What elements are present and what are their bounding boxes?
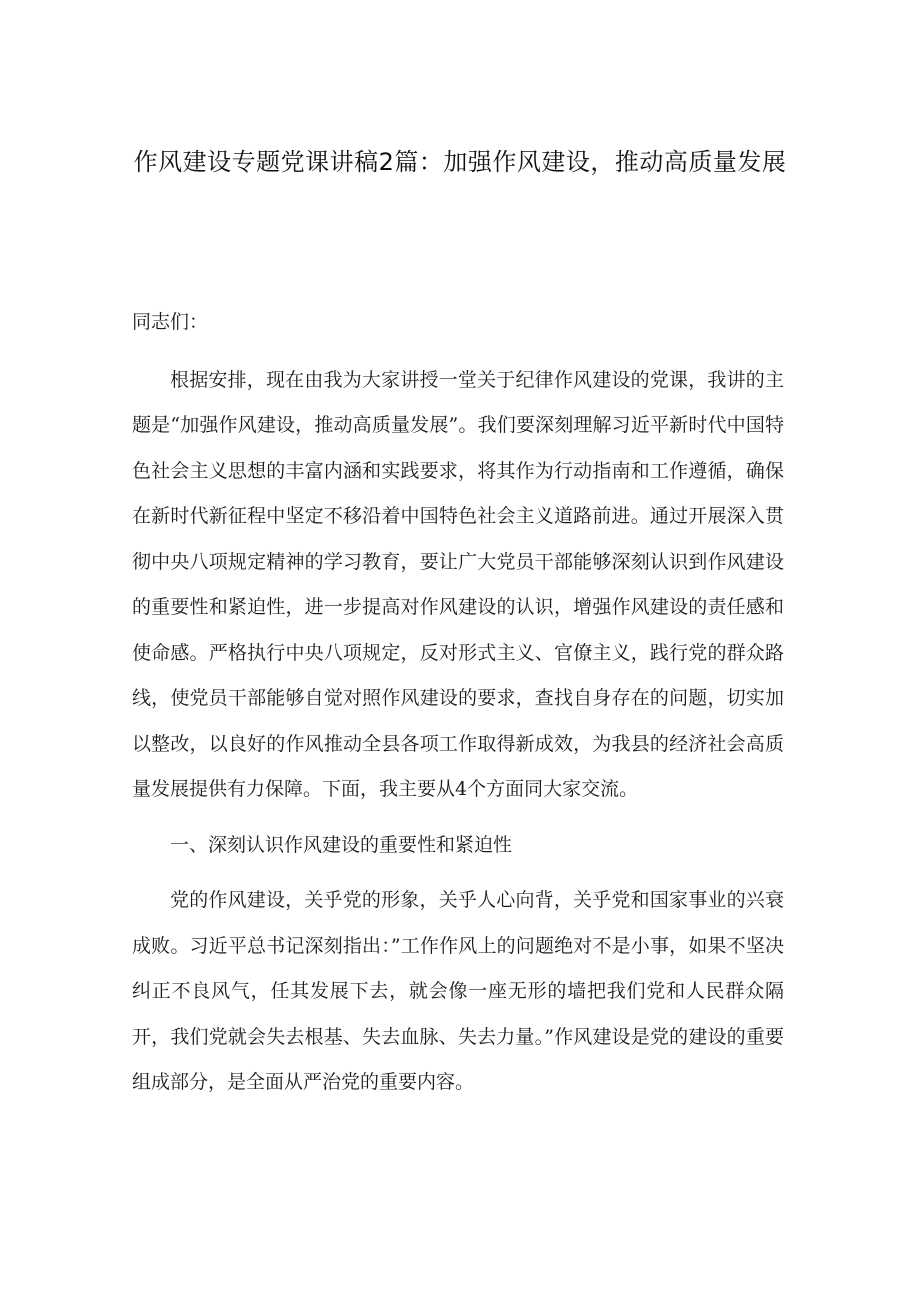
body-paragraph-section-1: 党的作风建设，关乎党的形象，关乎人心向背，关乎党和国家事业的兴衰成败。习近平总书记深刻指出：”工作作风上的问题绝对不是小事，如果不坚决纠正不良风气，任其发展下去，就会像一座无形的墙把我们党和人民群众隔开，我们党就会失去根基、失去血脉、失去力量。”作风建设是党的建设的重要组成部分，是全面从严治党的重要内容。 <box>132 889 784 1093</box>
document-title: 作风建设专题党课讲稿2篇：加强作风建设，推动高质量发展 <box>133 148 787 176</box>
body-paragraph-intro: 根据安排，现在由我为大家讲授一堂关于纪律作风建设的党课，我讲的主题是“加强作风建设，推动高质量发展”。我们要深刻理解习近平新时代中国特色社会主义思想的丰富内涵和实践要求，将其作为行动指南和工作遵循，确保在新时代新征程中坚定不移沿着中国特色社会主义道路前进。通过开展深入贯彻中央八项规定精神的学习教育，要让广大党员干部能够深刻认识到作风建设的重要性和紧迫性，进一步提高对作风建设的认识，增强作风建设的责任感和使命感。严格执行中央八项规定，反对形式主义、官僚主义，践行党的群众路线，使党员干部能够自觉对照作风建设的要求，查找自身存在的问题，切实加以整改，以良好的作风推动全县各项工作取得新成效，为我县的经济社会高质量发展提供有力保障。下面，我主要从4个方面同大家交流。 <box>132 368 784 800</box>
salutation: 同志们： <box>132 311 209 333</box>
document-body <box>132 300 784 1116</box>
section-heading-1: 一、深刻认识作风建设的重要性和紧迫性 <box>170 833 513 856</box>
